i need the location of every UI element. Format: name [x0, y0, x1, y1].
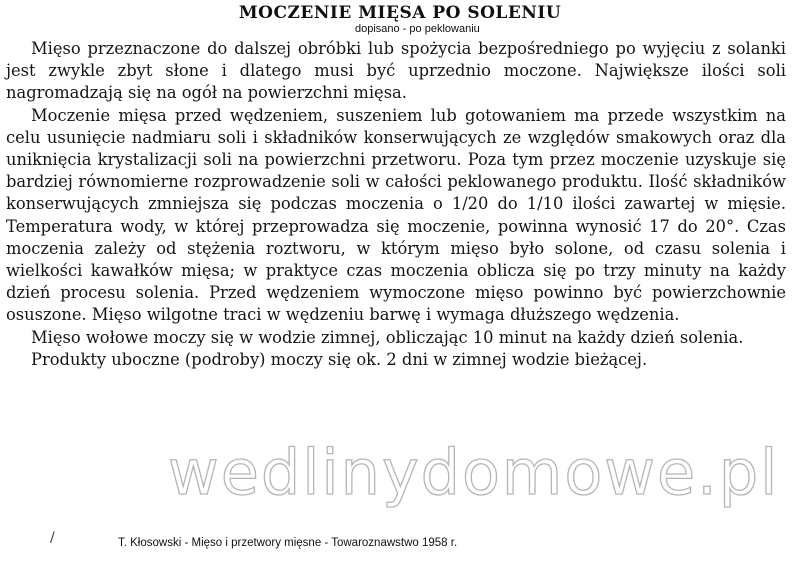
source-citation: T. Kłosowski - Mięso i przetwory mięsne - Towaroznawstwo 1958 r. — [118, 537, 458, 549]
paragraph-4: Produkty uboczne (podroby) moczy się ok. 2 dni w zimnej wodzie bieżącej. — [31, 349, 648, 369]
paragraph-3: Mięso wołowe moczy się w wodzie zimnej, obliczając 10 minut na każdy dzień solenia. — [31, 327, 744, 347]
document-subtitle: dopisano - po peklowaniu — [355, 23, 480, 35]
watermark: wedlinydomowe.pl — [168, 436, 780, 509]
paragraph-1: Mięso przeznaczone do dalszej obróbki lub spożycia bezpośredniego po wyjęciu z solanki jest zwykle zbyt słone i dlatego musi być uprzednio moczone. Największe ilości soli nagromadzają się na ogół na powierzchni mięsa. — [6, 39, 786, 103]
margin-mark: / — [50, 530, 55, 546]
document-title: MOCZENIE MIĘSA PO SOLENIU — [238, 3, 562, 23]
paragraph-2: Moczenie mięsa przed wędzeniem, suszeniem lub gotowaniem ma przede wszystkim na celu usunięcie nadmiaru soli i składników konserwujących ze względów smakowych oraz dla uniknięcia krystalizacji soli na powierzchni przetworu. Poza tym przez moczenie uzyskuje się bardziej równomierne rozprowadzenie soli w całości peklowanego produktu. Ilość składników konserwujących zmniejsza się podczas moczenia o 1/20 do 1/10 ilości zawartej w mięsie. Temperatura wody, w której przeprowadza się moczenie, powinna wynosić 17 do 20°. Czas moczenia zależy od stężenia roztworu, w którym mięso było solone, od czasu solenia i wielkości kawałków mięsa; w praktyce czas moczenia oblicza się po trzy minuty na każdy dzień procesu solenia. Przed wędzeniem wymoczone mięso powinno być powierzchownie osuszone. Mięso wilgotne traci w wędzeniu barwę i wymaga dłuższego wędzenia. — [6, 105, 786, 325]
article-body — [6, 38, 786, 371]
